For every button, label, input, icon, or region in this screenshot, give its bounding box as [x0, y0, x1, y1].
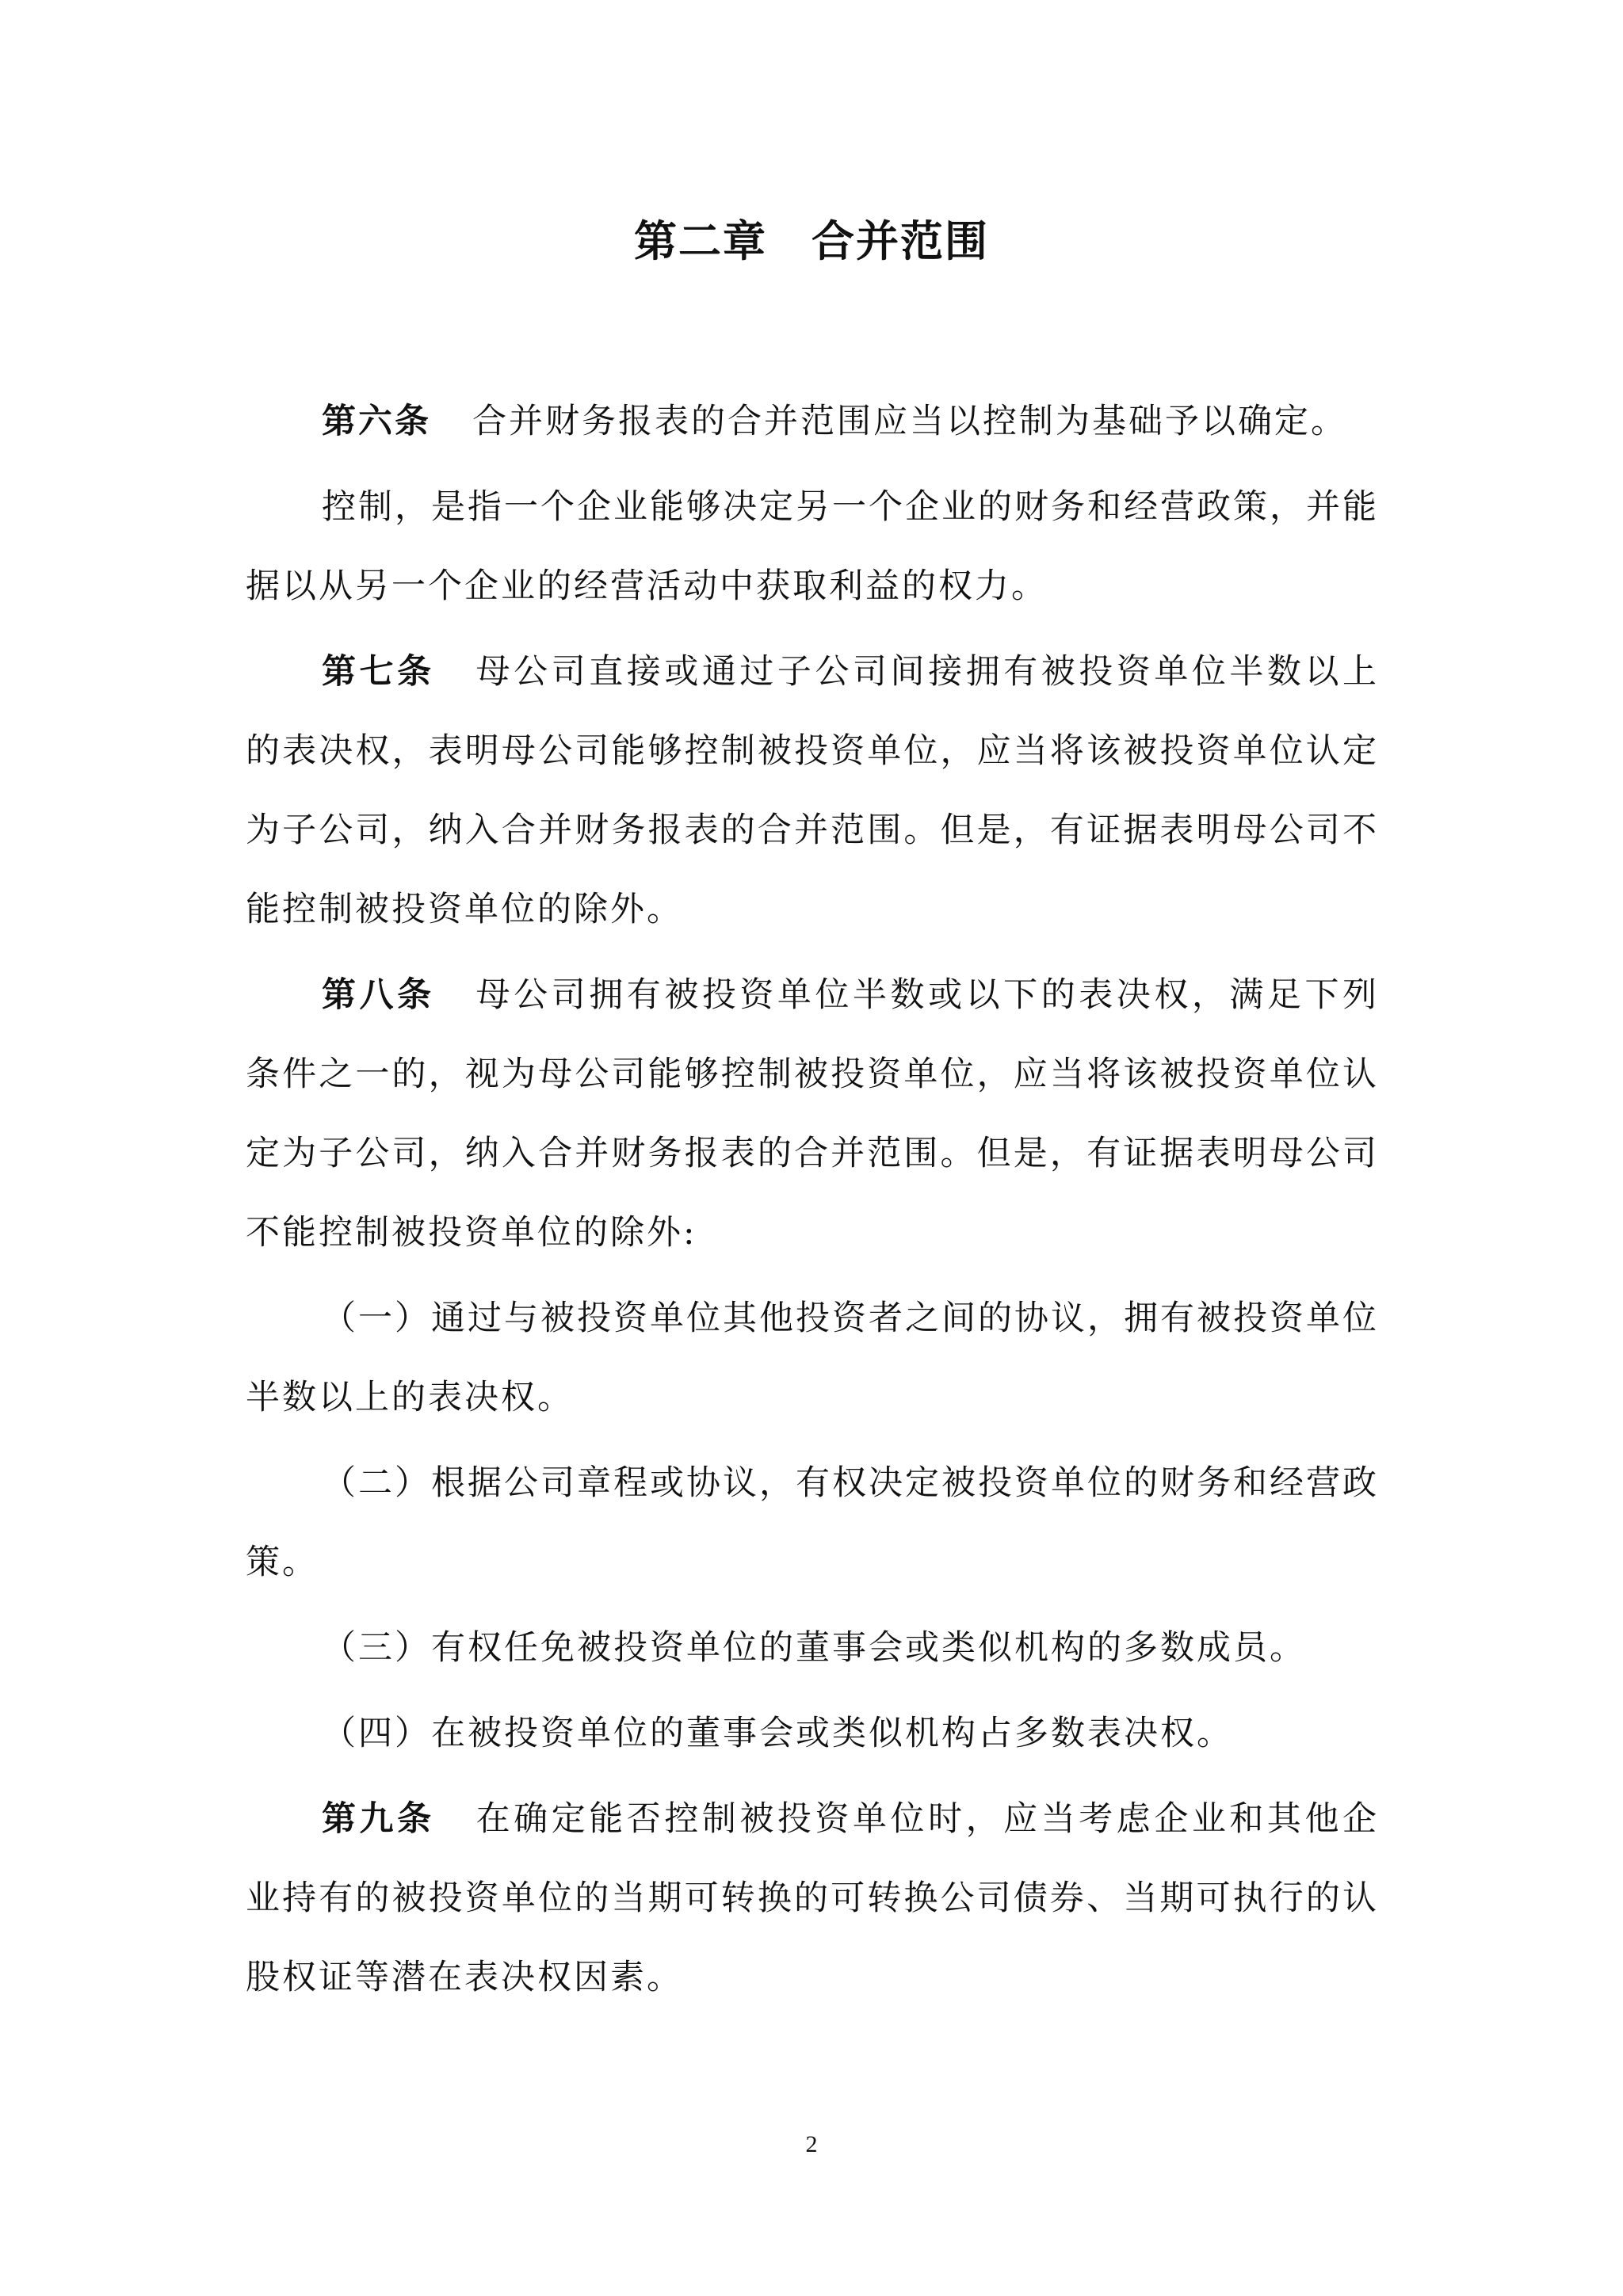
paragraph-article-9 — [246, 1779, 1379, 2017]
paragraph-text: （四）在被投资单位的董事会或类似机构占多数表决权。 — [322, 1714, 1233, 1753]
page-number: 2 — [805, 2131, 818, 2157]
paragraph-text: （三）有权任免被投资单位的董事会或类似机构的多数成员。 — [322, 1628, 1306, 1668]
list-item-1 — [246, 1279, 1379, 1437]
chapter-title: 第二章 合并范围 — [634, 216, 989, 266]
list-item-4 — [246, 1694, 1379, 1773]
list-item-3 — [246, 1608, 1379, 1688]
paragraph-text: （二）根据公司章程或协议，有权决定被投资单位的财务和经营政策。 — [246, 1463, 1379, 1582]
paragraph-text: 在确定能否控制被投资单位时，应当考虑企业和其他企业持有的被投资单位的当期可转换的可转换公司债券、当期可执行的认股权证等潜在表决权因素。 — [246, 1799, 1380, 1997]
paragraph-article-7 — [246, 632, 1379, 949]
article-label: 第七条 — [322, 652, 435, 692]
article-label: 第六条 — [322, 402, 431, 441]
paragraph-article-6 — [246, 382, 1379, 461]
paragraph-text: 母公司拥有被投资单位半数或以下的表决权，满足下列条件之一的，视为母公司能够控制被投资单位，应当将该被投资单位认定为子公司，纳入合并财务报表的合并范围。但是，有证据表明母公司不能控制被投资单位的除外: — [246, 975, 1380, 1253]
document-body — [246, 382, 1379, 2017]
article-label: 第九条 — [322, 1799, 435, 1839]
paragraph-control-definition — [246, 467, 1379, 626]
paragraph-text: 合并财务报表的合并范围应当以控制为基础予以确定。 — [472, 402, 1347, 441]
list-item-2 — [246, 1444, 1379, 1602]
paragraph-article-8 — [246, 955, 1379, 1272]
article-label: 第八条 — [322, 975, 435, 1015]
paragraph-text: （一）通过与被投资单位其他投资者之间的协议，拥有被投资单位半数以上的表决权。 — [246, 1299, 1379, 1417]
paragraph-text: 母公司直接或通过子公司间接拥有被投资单位半数以上的表决权，表明母公司能够控制被投资单位，应当将该被投资单位认定为子公司，纳入合并财务报表的合并范围。但是，有证据表明母公司不能控制被投资单位的除外。 — [246, 652, 1380, 929]
paragraph-text: 控制，是指一个企业能够决定另一个企业的财务和经营政策，并能据以从另一个企业的经营活动中获取利益的权力。 — [246, 487, 1379, 606]
